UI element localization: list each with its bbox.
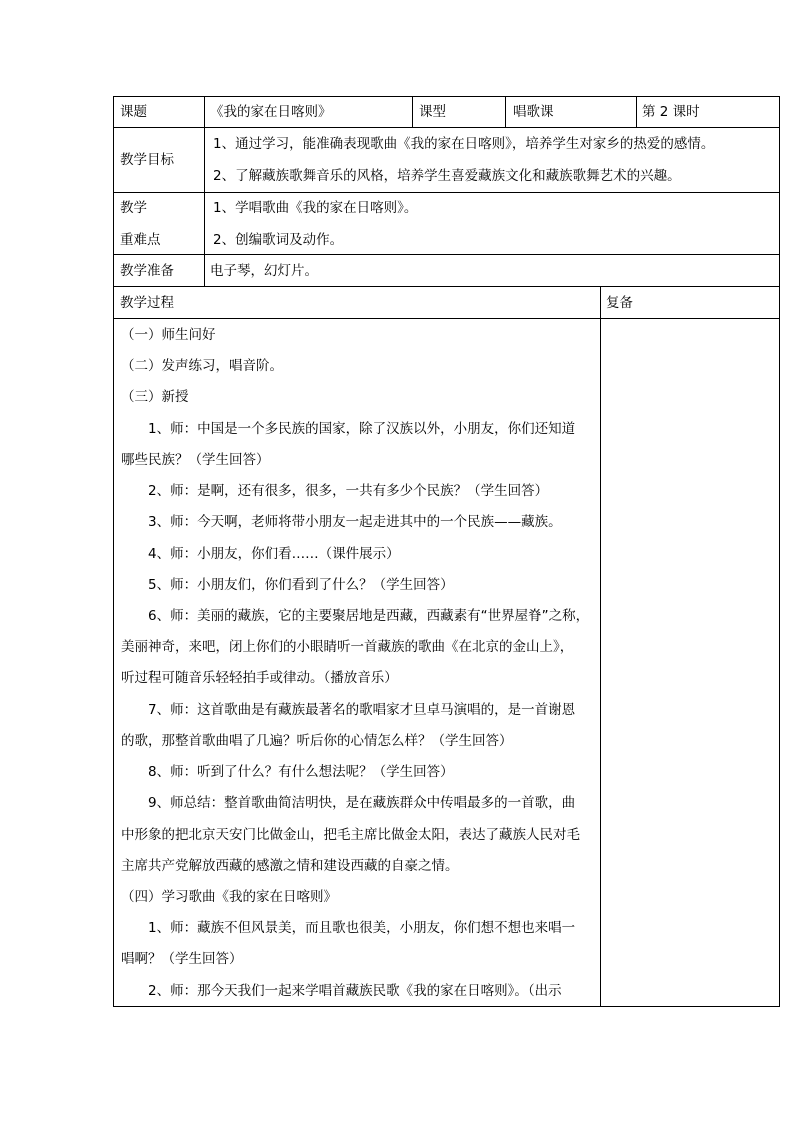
process-line: 3、师：今天啊，老师将带小朋友一起走进其中的一个民族——藏族。	[148, 514, 562, 530]
process-line: 听过程可随音乐轻轻拍手或律动。（播放音乐）	[121, 670, 398, 686]
process-line: 2、师：那今天我们一起来学唱首藏族民歌《我的家在日喀则》。（出示	[148, 983, 562, 999]
keypoint-item: 1、学唱歌曲《我的家在日喀则》。	[213, 200, 418, 216]
process-line: 6、师：美丽的藏族，它的主要聚居地是西藏，西藏素有“世界屋脊”之称，	[148, 608, 590, 624]
header-column-divider	[636, 96, 637, 127]
process-line: 5、师：小朋友们，你们看到了什么？（学生回答）	[148, 577, 454, 593]
prep-value: 电子琴，幻灯片。	[210, 263, 318, 279]
table-border-left	[113, 96, 114, 1007]
table-border-right	[779, 96, 780, 1007]
label-column-divider	[204, 96, 205, 286]
topic-value: 《我的家在日喀则》	[210, 104, 332, 120]
process-line: 8、师：听到了什么？有什么想法呢？（学生回答）	[148, 764, 454, 780]
period-value: 第 2 课时	[642, 104, 700, 120]
process-line: 1、师：中国是一个多民族的国家，除了汉族以外，小朋友，你们还知道	[148, 421, 576, 437]
row-divider	[113, 127, 780, 128]
keypoint-item: 2、创编歌词及动作。	[213, 232, 344, 248]
process-line: 唱啊？（学生回答）	[121, 951, 243, 967]
keypoints-label-line2: 重难点	[120, 232, 161, 248]
objective-item: 2、了解藏族歌舞音乐的风格，培养学生喜爱藏族文化和藏族歌舞艺术的兴趣。	[213, 168, 681, 184]
table-border-bottom	[113, 1006, 780, 1007]
table-border-top	[113, 96, 780, 97]
notes-column-divider	[600, 286, 601, 1006]
process-line: 9、师总结：整首歌曲简洁明快，是在藏族群众中传唱最多的一首歌，曲	[148, 795, 576, 811]
process-line: 2、师：是啊，还有很多，很多，一共有多少个民族？（学生回答）	[148, 483, 549, 499]
header-column-divider	[505, 96, 506, 127]
process-line: 哪些民族？（学生回答）	[121, 452, 270, 468]
row-divider	[113, 318, 780, 319]
process-line: （四）学习歌曲《我的家在日喀则》	[121, 889, 337, 905]
keypoints-label-line1: 教学	[120, 200, 147, 216]
process-line: （二）发声练习，唱音阶。	[121, 358, 283, 374]
row-divider	[113, 254, 780, 255]
process-line: 主席共产党解放西藏的感激之情和建设西藏的自豪之情。	[121, 858, 459, 874]
process-line: 的歌，那整首歌曲唱了几遍？听后你的心情怎么样？（学生回答）	[121, 733, 513, 749]
process-label: 教学过程	[120, 295, 174, 311]
row-divider	[113, 192, 780, 193]
prep-label: 教学准备	[120, 263, 174, 279]
objective-item: 1、通过学习，能准确表现歌曲《我的家在日喀则》，培养学生对家乡的热爱的感情。	[213, 136, 715, 152]
process-line: 美丽神奇，来吧，闭上你们的小眼睛听一首藏族的歌曲《在北京的金山上》，	[121, 639, 574, 655]
process-line: 中形象的把北京天安门比做金山，把毛主席比做金太阳，表达了藏族人民对毛	[121, 827, 580, 843]
process-line: （三）新授	[121, 389, 189, 405]
process-line: 7、师：这首歌曲是有藏族最著名的歌唱家才旦卓马演唱的，是一首谢恩	[148, 702, 576, 718]
type-label: 课型	[419, 104, 446, 120]
process-line: 4、师：小朋友，你们看……（课件展示）	[148, 546, 400, 562]
process-line: （一）师生问好	[121, 327, 216, 343]
header-column-divider	[412, 96, 413, 127]
row-divider	[113, 286, 780, 287]
objectives-label: 教学目标	[120, 152, 174, 168]
process-line: 1、师：藏族不但风景美，而且歌也很美，小朋友，你们想不想也来唱一	[148, 920, 576, 936]
topic-label: 课题	[120, 104, 147, 120]
type-value: 唱歌课	[513, 104, 554, 120]
notes-label: 复备	[606, 295, 633, 311]
